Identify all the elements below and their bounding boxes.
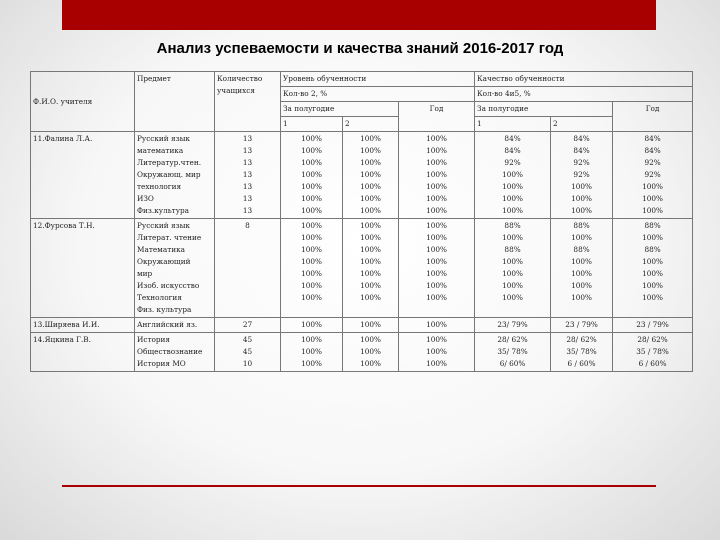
level-year-cell (399, 132, 475, 219)
level-h2-cell (343, 132, 399, 219)
cell-line: 100% (301, 194, 322, 203)
count-cell (215, 333, 281, 372)
cell-line: 100% (360, 206, 381, 215)
cell-line: 100% (360, 158, 381, 167)
cell-line: 45 (242, 335, 253, 344)
cell-line: технология (137, 182, 182, 191)
cell-line: 84% (644, 146, 661, 155)
cell-line: Математика (137, 245, 186, 254)
teacher-cell: 13.Ширяева И.И. (31, 318, 135, 333)
header-level-title: Уровень обученности (281, 72, 475, 87)
teacher-cell: 12.Фурсова Т.Н. (31, 219, 135, 318)
cell-line: Физ.культура (137, 206, 190, 215)
cell-line: 100% (360, 335, 381, 344)
cell-line: 100% (301, 335, 322, 344)
cell-line: 100% (301, 269, 322, 278)
cell-line: 100% (571, 281, 592, 290)
cell-line: 100% (502, 257, 523, 266)
cell-line: 100% (502, 293, 523, 302)
level-h2-cell (343, 318, 399, 333)
cell-line: 100% (360, 170, 381, 179)
quality-h2-cell (551, 318, 613, 333)
cell-line: 13 (242, 182, 253, 191)
cell-line: 6 / 60% (638, 359, 667, 368)
cell-line: 6/ 60% (499, 359, 526, 368)
count-cell (215, 318, 281, 333)
header-quality-half: За полугодие (475, 102, 613, 117)
header-level-year: Год (399, 102, 475, 132)
page-title: Анализ успеваемости и качества знаний 2016-2017 год (156, 40, 564, 57)
cell-line: 100% (642, 269, 663, 278)
cell-line: 88% (573, 245, 590, 254)
cell-line: 100% (301, 134, 322, 143)
count-cell (215, 132, 281, 219)
cell-line: математика (137, 146, 184, 155)
cell-line: 100% (301, 320, 322, 329)
cell-line: 100% (426, 170, 447, 179)
cell-line: 100% (426, 320, 447, 329)
header-subject: Предмет (135, 72, 215, 132)
teacher-cell: 14.Яцкина Г.В. (31, 333, 135, 372)
cell-line: 100% (426, 182, 447, 191)
cell-line: 84% (573, 134, 590, 143)
cell-line: 100% (301, 245, 322, 254)
level-h1-cell (281, 219, 343, 318)
cell-line: 88% (504, 245, 521, 254)
quality-year-cell (613, 219, 693, 318)
cell-line: 100% (301, 257, 322, 266)
cell-line: История (137, 335, 171, 344)
cell-line: 100% (426, 347, 447, 356)
level-h1-cell (281, 333, 343, 372)
cell-line: 100% (360, 269, 381, 278)
cell-line: Русский язык (137, 221, 190, 230)
cell-line: 35/ 78% (497, 347, 528, 356)
cell-line: 88% (644, 221, 661, 230)
header-level-h2: 2 (343, 117, 399, 132)
quality-h1-cell (475, 132, 551, 219)
cell-line: 23 / 79% (636, 320, 669, 329)
cell-line: 84% (573, 146, 590, 155)
cell-line: 100% (571, 182, 592, 191)
cell-line: 100% (502, 170, 523, 179)
count-cell (215, 219, 281, 318)
quality-h1-cell (475, 333, 551, 372)
header-quality-sub: Кол-во 4и5, % (475, 87, 693, 102)
top-accent-bar (62, 0, 656, 30)
table-row (31, 333, 693, 372)
header-quality-title: Качество обученности (475, 72, 693, 87)
cell-line: 100% (360, 233, 381, 242)
cell-line: мир (137, 269, 153, 278)
cell-line: 100% (301, 359, 322, 368)
cell-line: 100% (426, 221, 447, 230)
performance-table (30, 71, 693, 372)
cell-line: Технология (137, 293, 182, 302)
cell-line: 27 (242, 320, 253, 329)
cell-line: 100% (426, 206, 447, 215)
cell-line: 100% (301, 233, 322, 242)
header-quality-year: Год (613, 102, 693, 132)
cell-line: 100% (301, 221, 322, 230)
cell-line: 92% (504, 158, 521, 167)
quality-h1-cell (475, 219, 551, 318)
cell-line: 10 (242, 359, 253, 368)
cell-line: 100% (426, 245, 447, 254)
cell-line: 100% (426, 335, 447, 344)
subject-cell (135, 318, 215, 333)
cell-line: ИЗО (137, 194, 154, 203)
cell-line: 100% (571, 194, 592, 203)
cell-line: 8 (245, 221, 250, 230)
cell-line: 35/ 78% (566, 347, 597, 356)
cell-line: 100% (360, 182, 381, 191)
cell-line: 92% (644, 158, 661, 167)
quality-h2-cell (551, 132, 613, 219)
table-row (31, 318, 693, 333)
cell-line: 35 / 78% (636, 347, 669, 356)
cell-line: 100% (426, 359, 447, 368)
quality-h1-cell (475, 318, 551, 333)
cell-line: 100% (301, 158, 322, 167)
cell-line: 100% (360, 245, 381, 254)
cell-line: Английский яз. (137, 320, 198, 329)
cell-line: 100% (426, 158, 447, 167)
cell-line: 13 (242, 194, 253, 203)
cell-line: 23 / 79% (565, 320, 598, 329)
level-h2-cell (343, 333, 399, 372)
cell-line: 100% (571, 293, 592, 302)
cell-line: 28/ 62% (497, 335, 528, 344)
cell-line: 100% (301, 146, 322, 155)
header-level-h1: 1 (281, 117, 343, 132)
level-h1-cell (281, 132, 343, 219)
level-h1-cell (281, 318, 343, 333)
quality-h2-cell (551, 219, 613, 318)
header-level-sub: Кол-во 2, % (281, 87, 475, 102)
cell-line: 100% (571, 257, 592, 266)
cell-line: 100% (502, 269, 523, 278)
subject-cell (135, 333, 215, 372)
header-level-half: За полугодие (281, 102, 399, 117)
cell-line: 100% (301, 182, 322, 191)
cell-line: 100% (426, 293, 447, 302)
cell-line: 6 / 60% (567, 359, 596, 368)
cell-line: Русский язык (137, 134, 190, 143)
cell-line: 100% (502, 206, 523, 215)
cell-line: Физ. культура (137, 305, 192, 314)
cell-line: 100% (642, 194, 663, 203)
quality-year-cell (613, 333, 693, 372)
cell-line: 100% (426, 233, 447, 242)
cell-line: 100% (642, 281, 663, 290)
cell-line: 100% (642, 233, 663, 242)
cell-line: 100% (360, 320, 381, 329)
cell-line: 100% (360, 359, 381, 368)
quality-h2-cell (551, 333, 613, 372)
cell-line: 100% (426, 269, 447, 278)
cell-line: 28/ 62% (566, 335, 597, 344)
cell-line: 13 (242, 206, 253, 215)
cell-line: 100% (360, 347, 381, 356)
cell-line: 100% (360, 257, 381, 266)
level-h2-cell (343, 219, 399, 318)
cell-line: 100% (360, 134, 381, 143)
cell-line: 100% (426, 194, 447, 203)
cell-line: 92% (573, 158, 590, 167)
cell-line: 13 (242, 134, 253, 143)
cell-line: 88% (644, 245, 661, 254)
cell-line: 100% (360, 221, 381, 230)
cell-line: Окружающий (137, 257, 191, 266)
cell-line: 92% (644, 170, 661, 179)
cell-line: 100% (360, 146, 381, 155)
cell-line: Литерат. чтение (137, 233, 202, 242)
cell-line: 88% (504, 221, 521, 230)
cell-line: 100% (301, 347, 322, 356)
cell-line: 100% (360, 194, 381, 203)
cell-line: История МО (137, 359, 186, 368)
cell-line: 23/ 79% (497, 320, 528, 329)
quality-year-cell (613, 132, 693, 219)
cell-line: 100% (426, 281, 447, 290)
table-row (31, 132, 693, 219)
cell-line: 100% (502, 182, 523, 191)
header-quality-h2: 2 (551, 117, 613, 132)
subject-cell (135, 219, 215, 318)
cell-line: 84% (504, 134, 521, 143)
cell-line: 13 (242, 146, 253, 155)
cell-line: 84% (644, 134, 661, 143)
cell-line: 100% (426, 134, 447, 143)
cell-line: 28/ 62% (637, 335, 668, 344)
cell-line: 92% (573, 170, 590, 179)
header-quality-h1: 1 (475, 117, 551, 132)
cell-line: Изоб. искусство (137, 281, 200, 290)
header-count: Количество учащихся (215, 72, 281, 132)
table-row (31, 219, 693, 318)
cell-line: 100% (502, 281, 523, 290)
teacher-cell: 11.Фалина Л.А. (31, 132, 135, 219)
cell-line: 100% (360, 293, 381, 302)
cell-line: 100% (301, 281, 322, 290)
level-year-cell (399, 219, 475, 318)
cell-line: Окружающ. мир (137, 170, 201, 179)
cell-line: 100% (301, 170, 322, 179)
cell-line: Литератур.чтен. (137, 158, 202, 167)
cell-line: 100% (426, 146, 447, 155)
cell-line: 100% (642, 206, 663, 215)
cell-line: 88% (573, 221, 590, 230)
cell-line: 100% (301, 206, 322, 215)
subject-cell (135, 132, 215, 219)
cell-line: 100% (360, 281, 381, 290)
cell-line: 100% (571, 233, 592, 242)
cell-line: 100% (642, 257, 663, 266)
cell-line: 45 (242, 347, 253, 356)
cell-line: 84% (504, 146, 521, 155)
cell-line: 100% (502, 233, 523, 242)
quality-year-cell (613, 318, 693, 333)
cell-line: 100% (502, 194, 523, 203)
cell-line: 13 (242, 158, 253, 167)
cell-line: 100% (301, 293, 322, 302)
cell-line: 13 (242, 170, 253, 179)
header-teacher: Ф.И.О. учителя (31, 72, 135, 132)
cell-line: 100% (642, 293, 663, 302)
cell-line: 100% (571, 206, 592, 215)
level-year-cell (399, 333, 475, 372)
level-year-cell (399, 318, 475, 333)
cell-line: 100% (426, 257, 447, 266)
cell-line: Обществознание (137, 347, 203, 356)
cell-line: 100% (571, 269, 592, 278)
cell-line: 100% (642, 182, 663, 191)
bottom-accent-line (62, 485, 656, 487)
header-row-1 (31, 72, 693, 87)
